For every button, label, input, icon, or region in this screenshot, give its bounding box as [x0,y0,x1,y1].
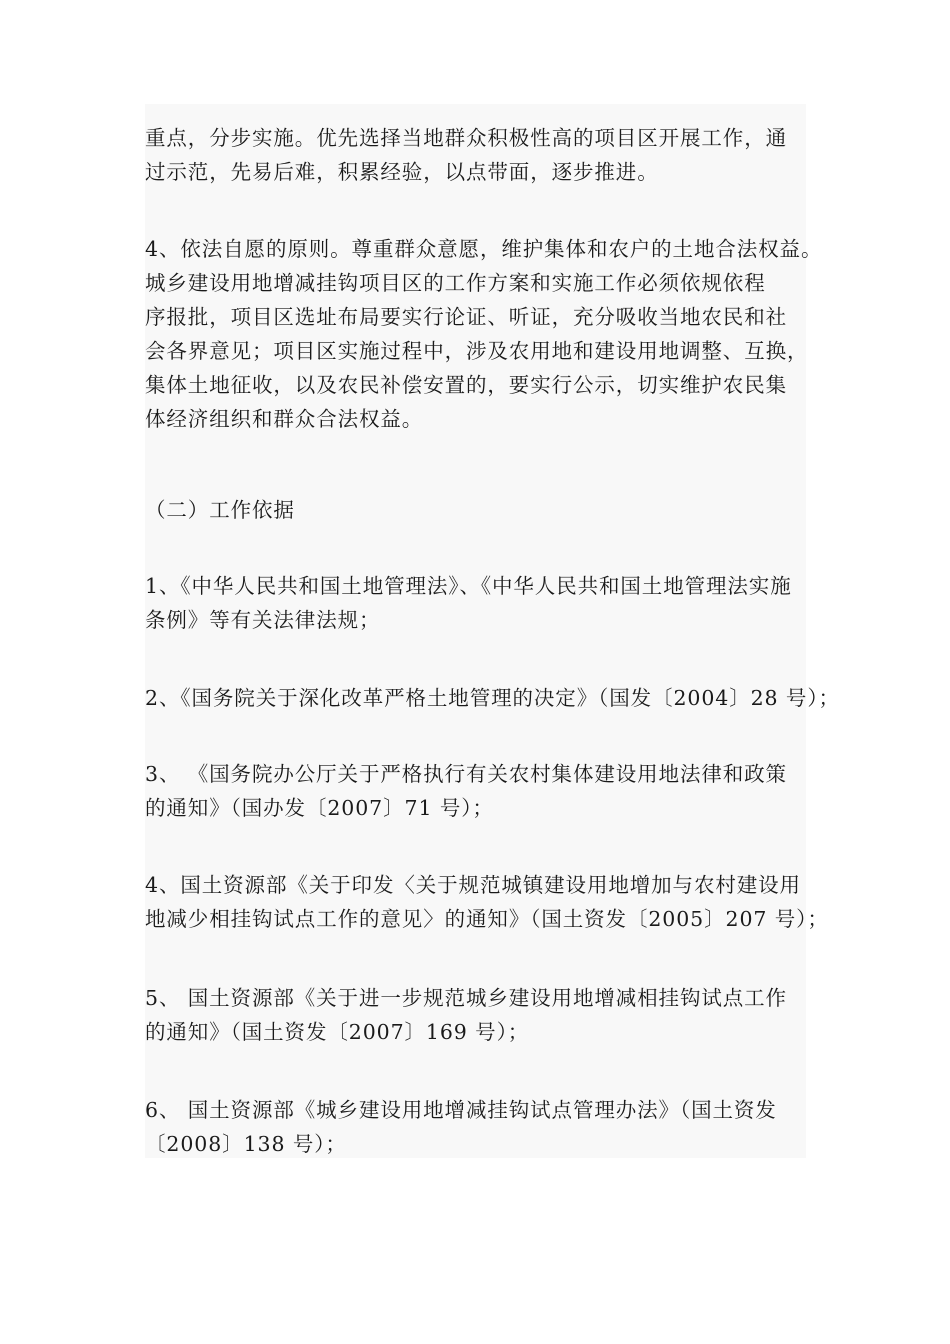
text-line: 3、 《国务院办公厅关于严格执行有关农村集体建设用地法律和政策 [145,762,787,786]
text-line: 的通知》（国办发〔2007〕71 号）； [145,796,494,820]
text-line: 〔2008〕138 号）； [145,1132,347,1156]
text-line: 序报批，项目区选址布局要实行论证、听证，充分吸收当地农民和社 [145,305,787,329]
basis-item-4 [145,868,829,936]
text-line: 体经济组织和群众合法权益。 [145,407,424,431]
basis-item-6 [145,1093,820,1161]
text-line: 4、依法自愿的原则。尊重群众意愿，维护集体和农户的土地合法权益。 [145,237,823,261]
paragraph-implementation-steps [145,121,820,189]
basis-item-3 [145,757,820,825]
text-line: 的通知》（国土资发〔2007〕169 号）； [145,1020,530,1044]
paragraph-voluntary-principle [145,232,823,436]
text-line: 城乡建设用地增减挂钩项目区的工作方案和实施工作必须依规依程 [145,271,766,295]
text-line: 会各界意见；项目区实施过程中，涉及农用地和建设用地调整、互换， [145,339,809,363]
section-heading-work-basis [145,493,820,527]
basis-item-2 [145,681,840,715]
text-line: 2、《国务院关于深化改革严格土地管理的决定》（国发〔2004〕28 号）； [145,686,840,710]
basis-item-5 [145,981,820,1049]
text-line: 6、 国土资源部《城乡建设用地增减挂钩试点管理办法》（国土资发 [145,1098,777,1122]
basis-item-1 [145,569,820,637]
text-line: 条例》等有关法律法规； [145,608,381,632]
text-line: 1、《中华人民共和国土地管理法》、《中华人民共和国土地管理法实施 [145,574,792,598]
text-line: 集体土地征收，以及农民补偿安置的，要实行公示，切实维护农民集 [145,373,787,397]
text-line: 重点，分步实施。优先选择当地群众积极性高的项目区开展工作，通 [145,126,787,150]
text-line: 过示范，先易后难，积累经验，以点带面，逐步推进。 [145,160,659,184]
section-heading: （二）工作依据 [145,498,295,522]
text-line: 地减少相挂钩试点工作的意见〉的通知》（国土资发〔2005〕207 号）； [145,907,829,931]
text-line: 4、国土资源部《关于印发〈关于规范城镇建设用地增加与农村建设用 [145,873,801,897]
text-line: 5、 国土资源部《关于进一步规范城乡建设用地增减相挂钩试点工作 [145,986,787,1010]
